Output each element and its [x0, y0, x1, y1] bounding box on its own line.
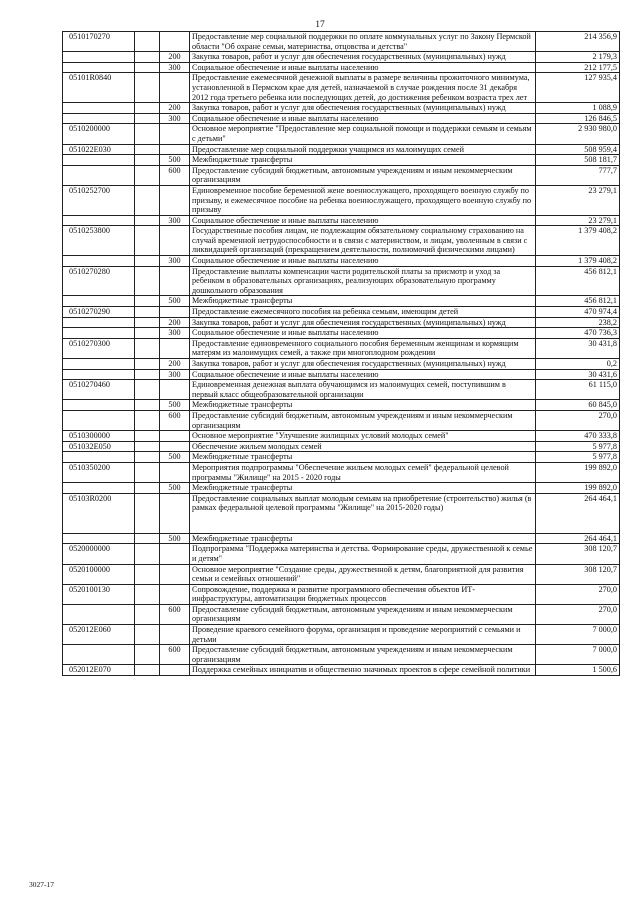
- expense-type-cell: 300: [160, 215, 190, 226]
- target-code-cell: [63, 103, 135, 114]
- amount-cell: 212 177,5: [536, 62, 620, 73]
- table-row: [63, 215, 620, 226]
- target-code-cell: 051022E030: [63, 144, 135, 155]
- target-code-cell: 0510253800: [63, 226, 135, 256]
- item-name-cell: Основное мероприятие "Предоставление мер социальной помощи и поддержки семьям и семьям с детьми": [190, 124, 536, 144]
- amount-cell: 270,0: [536, 604, 620, 624]
- table-row: [63, 625, 620, 645]
- amount-cell: 456 812,1: [536, 296, 620, 307]
- item-name-cell: Межбюджетные трансферты: [190, 296, 536, 307]
- expense-type-cell: 200: [160, 359, 190, 370]
- item-name-cell: Закупка товаров, работ и услуг для обеспечения государственных (муниципальных) нужд: [190, 317, 536, 328]
- target-code-cell: 0510270300: [63, 338, 135, 358]
- item-name-cell: Межбюджетные трансферты: [190, 533, 536, 544]
- item-name-cell: Предоставление социальных выплат молодым семьям на приобретение (строительство) жилья (в рамках федеральной целевой программы "Жилище" на 2015-2020 годы): [190, 493, 536, 533]
- spacer-cell: [135, 317, 160, 328]
- table-row: [63, 165, 620, 185]
- table-row: [63, 400, 620, 411]
- spacer-cell: [135, 584, 160, 604]
- target-code-cell: 05101R0840: [63, 73, 135, 103]
- amount-cell: 126 846,5: [536, 113, 620, 124]
- spacer-cell: [135, 73, 160, 103]
- spacer-cell: [135, 400, 160, 411]
- table-row: [63, 103, 620, 114]
- target-code-cell: [63, 317, 135, 328]
- table-row: [63, 410, 620, 430]
- table-row: [63, 493, 620, 533]
- spacer-cell: [135, 369, 160, 380]
- item-name-cell: Основное мероприятие "Создание среды, дружественной к детям, благоприятной для развития семьи и семейных отношений": [190, 564, 536, 584]
- expense-type-cell: 300: [160, 113, 190, 124]
- expense-type-cell: [160, 380, 190, 400]
- document-code: 3027-17: [29, 880, 54, 889]
- expense-type-cell: [160, 493, 190, 533]
- amount-cell: 470 974,4: [536, 307, 620, 318]
- target-code-cell: 0510200000: [63, 124, 135, 144]
- target-code-cell: [63, 410, 135, 430]
- spacer-cell: [135, 441, 160, 452]
- table-row: [63, 604, 620, 624]
- expense-type-cell: [160, 124, 190, 144]
- spacer-cell: [135, 144, 160, 155]
- item-name-cell: Предоставление ежемесячной денежной выплаты в размере величины прожиточного минимума, установленной в Пермском крае для детей, назначаемой в случае рождения после 31 декабря 2012 года третьего ребенка или последующих детей, до достижения ребенком возраста трех лет: [190, 73, 536, 103]
- table-row: [63, 665, 620, 676]
- table-row: [63, 431, 620, 442]
- target-code-cell: 05103R0200: [63, 493, 135, 533]
- expense-type-cell: 500: [160, 400, 190, 411]
- spacer-cell: [135, 124, 160, 144]
- target-code-cell: [63, 155, 135, 166]
- expense-type-cell: 200: [160, 103, 190, 114]
- target-code-cell: [63, 400, 135, 411]
- page-number: 17: [315, 20, 325, 30]
- target-code-cell: [63, 533, 135, 544]
- expense-type-cell: 300: [160, 369, 190, 380]
- amount-cell: 1 379 408,2: [536, 256, 620, 267]
- expense-type-cell: 300: [160, 62, 190, 73]
- table-row: [63, 73, 620, 103]
- expense-type-cell: [160, 625, 190, 645]
- table-row: [63, 155, 620, 166]
- table-row: [63, 32, 620, 52]
- table-row: [63, 328, 620, 339]
- target-code-cell: [63, 328, 135, 339]
- table-row: [63, 544, 620, 564]
- table-row: [63, 124, 620, 144]
- spacer-cell: [135, 665, 160, 676]
- target-code-cell: [63, 604, 135, 624]
- target-code-cell: [63, 52, 135, 63]
- item-name-cell: Единовременное пособие беременной жене военнослужащего, проходящего военную службу по призыву, и ежемесячное пособие на ребенка военнослужащего, проходящего военную службу по призыву: [190, 185, 536, 215]
- item-name-cell: Предоставление мер социальной поддержки по оплате коммунальных услуг по Закону Пермской области "Об охране семьи, материнства, отцовства и детства": [190, 32, 536, 52]
- spacer-cell: [135, 113, 160, 124]
- table-row: [63, 584, 620, 604]
- target-code-cell: 0520000000: [63, 544, 135, 564]
- spacer-cell: [135, 645, 160, 665]
- spacer-cell: [135, 493, 160, 533]
- item-name-cell: Межбюджетные трансферты: [190, 452, 536, 463]
- amount-cell: 0,2: [536, 359, 620, 370]
- spacer-cell: [135, 483, 160, 494]
- item-name-cell: Межбюджетные трансферты: [190, 155, 536, 166]
- amount-cell: 5 977,8: [536, 441, 620, 452]
- spacer-cell: [135, 544, 160, 564]
- target-code-cell: [63, 215, 135, 226]
- item-name-cell: Подпрограмма "Поддержка материнства и детства. Формирование среды, дружественной к семье и детям": [190, 544, 536, 564]
- expense-type-cell: 600: [160, 410, 190, 430]
- spacer-cell: [135, 431, 160, 442]
- table-row: [63, 113, 620, 124]
- target-code-cell: 052012E060: [63, 625, 135, 645]
- amount-cell: 308 120,7: [536, 544, 620, 564]
- spacer-cell: [135, 564, 160, 584]
- target-code-cell: 0510270280: [63, 266, 135, 296]
- amount-cell: 23 279,1: [536, 185, 620, 215]
- target-code-cell: 052012E070: [63, 665, 135, 676]
- item-name-cell: Основное мероприятие "Улучшение жилищных условий молодых семей": [190, 431, 536, 442]
- table-row: [63, 52, 620, 63]
- target-code-cell: [63, 359, 135, 370]
- table-row: [63, 266, 620, 296]
- expense-type-cell: 500: [160, 155, 190, 166]
- item-name-cell: Предоставление единовременного социального пособия беременным женщинам и кормящим матерям из малоимущих семей, а также при многоплодном рождении: [190, 338, 536, 358]
- expense-type-cell: [160, 338, 190, 358]
- target-code-cell: [63, 62, 135, 73]
- item-name-cell: Закупка товаров, работ и услуг для обеспечения государственных (муниципальных) нужд: [190, 103, 536, 114]
- amount-cell: 308 120,7: [536, 564, 620, 584]
- table-row: [63, 256, 620, 267]
- expense-type-cell: 500: [160, 296, 190, 307]
- budget-table: [62, 31, 620, 676]
- spacer-cell: [135, 380, 160, 400]
- table-row: [63, 338, 620, 358]
- amount-cell: 30 431,6: [536, 369, 620, 380]
- table-row: [63, 359, 620, 370]
- spacer-cell: [135, 296, 160, 307]
- expense-type-cell: 300: [160, 328, 190, 339]
- amount-cell: 60 845,0: [536, 400, 620, 411]
- expense-type-cell: 300: [160, 256, 190, 267]
- item-name-cell: Предоставление субсидий бюджетным, автономным учреждениям и иным некоммерческим организациям: [190, 645, 536, 665]
- amount-cell: 777,7: [536, 165, 620, 185]
- amount-cell: 264 464,1: [536, 493, 620, 533]
- item-name-cell: Предоставление субсидий бюджетным, автономным учреждениям и иным некоммерческим организациям: [190, 165, 536, 185]
- target-code-cell: [63, 165, 135, 185]
- expense-type-cell: [160, 665, 190, 676]
- expense-type-cell: 600: [160, 645, 190, 665]
- expense-type-cell: 600: [160, 604, 190, 624]
- target-code-cell: 0520100130: [63, 584, 135, 604]
- expense-type-cell: [160, 307, 190, 318]
- item-name-cell: Предоставление ежемесячного пособия на ребенка семьям, имеющим детей: [190, 307, 536, 318]
- item-name-cell: Предоставление субсидий бюджетным, автономным учреждениям и иным некоммерческим организациям: [190, 604, 536, 624]
- spacer-cell: [135, 625, 160, 645]
- target-code-cell: [63, 296, 135, 307]
- expense-type-cell: [160, 441, 190, 452]
- amount-cell: 1 088,9: [536, 103, 620, 114]
- target-code-cell: [63, 256, 135, 267]
- spacer-cell: [135, 266, 160, 296]
- item-name-cell: Обеспечение жильем молодых семей: [190, 441, 536, 452]
- spacer-cell: [135, 215, 160, 226]
- amount-cell: 470 736,3: [536, 328, 620, 339]
- expense-type-cell: [160, 266, 190, 296]
- target-code-cell: [63, 369, 135, 380]
- amount-cell: 470 333,8: [536, 431, 620, 442]
- spacer-cell: [135, 256, 160, 267]
- table-row: [63, 317, 620, 328]
- spacer-cell: [135, 307, 160, 318]
- target-code-cell: 051032E050: [63, 441, 135, 452]
- table-row: [63, 441, 620, 452]
- table-row: [63, 185, 620, 215]
- amount-cell: 199 892,0: [536, 483, 620, 494]
- spacer-cell: [135, 410, 160, 430]
- target-code-cell: [63, 483, 135, 494]
- target-code-cell: [63, 645, 135, 665]
- expense-type-cell: 200: [160, 52, 190, 63]
- item-name-cell: Социальное обеспечение и иные выплаты населению: [190, 113, 536, 124]
- target-code-cell: [63, 452, 135, 463]
- item-name-cell: Социальное обеспечение и иные выплаты населению: [190, 369, 536, 380]
- spacer-cell: [135, 533, 160, 544]
- item-name-cell: Мероприятия подпрограммы "Обеспечение жильем молодых семей" федеральной целевой программы "Жилище" на 2015 - 2020 годы: [190, 462, 536, 482]
- table-row: [63, 62, 620, 73]
- expense-type-cell: [160, 226, 190, 256]
- table-row: [63, 226, 620, 256]
- spacer-cell: [135, 359, 160, 370]
- spacer-cell: [135, 62, 160, 73]
- spacer-cell: [135, 103, 160, 114]
- item-name-cell: Закупка товаров, работ и услуг для обеспечения государственных (муниципальных) нужд: [190, 52, 536, 63]
- item-name-cell: Социальное обеспечение и иные выплаты населению: [190, 62, 536, 73]
- amount-cell: 214 356,9: [536, 32, 620, 52]
- spacer-cell: [135, 338, 160, 358]
- target-code-cell: 0510270460: [63, 380, 135, 400]
- expense-type-cell: [160, 144, 190, 155]
- table-row: [63, 483, 620, 494]
- amount-cell: 508 181,7: [536, 155, 620, 166]
- target-code-cell: 0510170270: [63, 32, 135, 52]
- expense-type-cell: 200: [160, 317, 190, 328]
- amount-cell: 61 115,0: [536, 380, 620, 400]
- expense-type-cell: [160, 544, 190, 564]
- spacer-cell: [135, 185, 160, 215]
- item-name-cell: Межбюджетные трансферты: [190, 483, 536, 494]
- expense-type-cell: 500: [160, 452, 190, 463]
- amount-cell: 270,0: [536, 410, 620, 430]
- expense-type-cell: [160, 32, 190, 52]
- amount-cell: 7 000,0: [536, 625, 620, 645]
- table-row: [63, 380, 620, 400]
- spacer-cell: [135, 32, 160, 52]
- amount-cell: 127 935,4: [536, 73, 620, 103]
- table-row: [63, 462, 620, 482]
- amount-cell: 270,0: [536, 584, 620, 604]
- expense-type-cell: 500: [160, 533, 190, 544]
- item-name-cell: Сопровождение, поддержка и развитие программного обеспечения объектов ИТ-инфраструктуры, автоматизации бюджетных процессов: [190, 584, 536, 604]
- target-code-cell: 0520100000: [63, 564, 135, 584]
- expense-type-cell: 600: [160, 165, 190, 185]
- amount-cell: 7 000,0: [536, 645, 620, 665]
- spacer-cell: [135, 462, 160, 482]
- expense-type-cell: [160, 462, 190, 482]
- expense-type-cell: [160, 185, 190, 215]
- spacer-cell: [135, 52, 160, 63]
- target-code-cell: 0510300000: [63, 431, 135, 442]
- expense-type-cell: [160, 564, 190, 584]
- amount-cell: 264 464,1: [536, 533, 620, 544]
- item-name-cell: Государственные пособия лицам, не подлежащим обязательному социальному страхованию на случай временной нетрудоспособности и в связи с материнством, и лицам, уволенным в связи с ликвидацией организаций (прекращением деятельности, полномочий физическими лицами): [190, 226, 536, 256]
- amount-cell: 199 892,0: [536, 462, 620, 482]
- amount-cell: 456 812,1: [536, 266, 620, 296]
- target-code-cell: 0510252700: [63, 185, 135, 215]
- item-name-cell: Поддержка семейных инициатив и общественно значимых проектов в сфере семейной политики: [190, 665, 536, 676]
- amount-cell: 5 977,8: [536, 452, 620, 463]
- spacer-cell: [135, 165, 160, 185]
- table-row: [63, 533, 620, 544]
- table-row: [63, 452, 620, 463]
- spacer-cell: [135, 155, 160, 166]
- amount-cell: 238,2: [536, 317, 620, 328]
- amount-cell: 30 431,8: [536, 338, 620, 358]
- target-code-cell: 0510270290: [63, 307, 135, 318]
- item-name-cell: Межбюджетные трансферты: [190, 400, 536, 411]
- target-code-cell: 0510350200: [63, 462, 135, 482]
- table-row: [63, 564, 620, 584]
- spacer-cell: [135, 328, 160, 339]
- item-name-cell: Предоставление субсидий бюджетным, автономным учреждениям и иным некоммерческим организациям: [190, 410, 536, 430]
- table-row: [63, 144, 620, 155]
- expense-type-cell: 500: [160, 483, 190, 494]
- amount-cell: 1 500,6: [536, 665, 620, 676]
- item-name-cell: Закупка товаров, работ и услуг для обеспечения государственных (муниципальных) нужд: [190, 359, 536, 370]
- spacer-cell: [135, 226, 160, 256]
- table-row: [63, 369, 620, 380]
- target-code-cell: [63, 113, 135, 124]
- item-name-cell: Предоставление мер социальной поддержки учащимся из малоимущих семей: [190, 144, 536, 155]
- amount-cell: 2 930 980,0: [536, 124, 620, 144]
- amount-cell: 1 379 408,2: [536, 226, 620, 256]
- table-row: [63, 296, 620, 307]
- expense-type-cell: [160, 73, 190, 103]
- item-name-cell: Предоставление выплаты компенсации части родительской платы за присмотр и уход за ребенком в образовательных организациях, реализующих образовательную программу дошкольного образования: [190, 266, 536, 296]
- expense-type-cell: [160, 584, 190, 604]
- expense-type-cell: [160, 431, 190, 442]
- spacer-cell: [135, 452, 160, 463]
- item-name-cell: Единовременная денежная выплата обучающимся из малоимущих семей, поступившим в первый класс общеобразовательной организации: [190, 380, 536, 400]
- item-name-cell: Социальное обеспечение и иные выплаты населению: [190, 328, 536, 339]
- amount-cell: 2 179,3: [536, 52, 620, 63]
- item-name-cell: Социальное обеспечение и иные выплаты населению: [190, 256, 536, 267]
- item-name-cell: Проведение краевого семейного форума, организация и проведение мероприятий с семьями и детьми: [190, 625, 536, 645]
- table-row: [63, 307, 620, 318]
- amount-cell: 23 279,1: [536, 215, 620, 226]
- spacer-cell: [135, 604, 160, 624]
- amount-cell: 508 959,4: [536, 144, 620, 155]
- item-name-cell: Социальное обеспечение и иные выплаты населению: [190, 215, 536, 226]
- table-row: [63, 645, 620, 665]
